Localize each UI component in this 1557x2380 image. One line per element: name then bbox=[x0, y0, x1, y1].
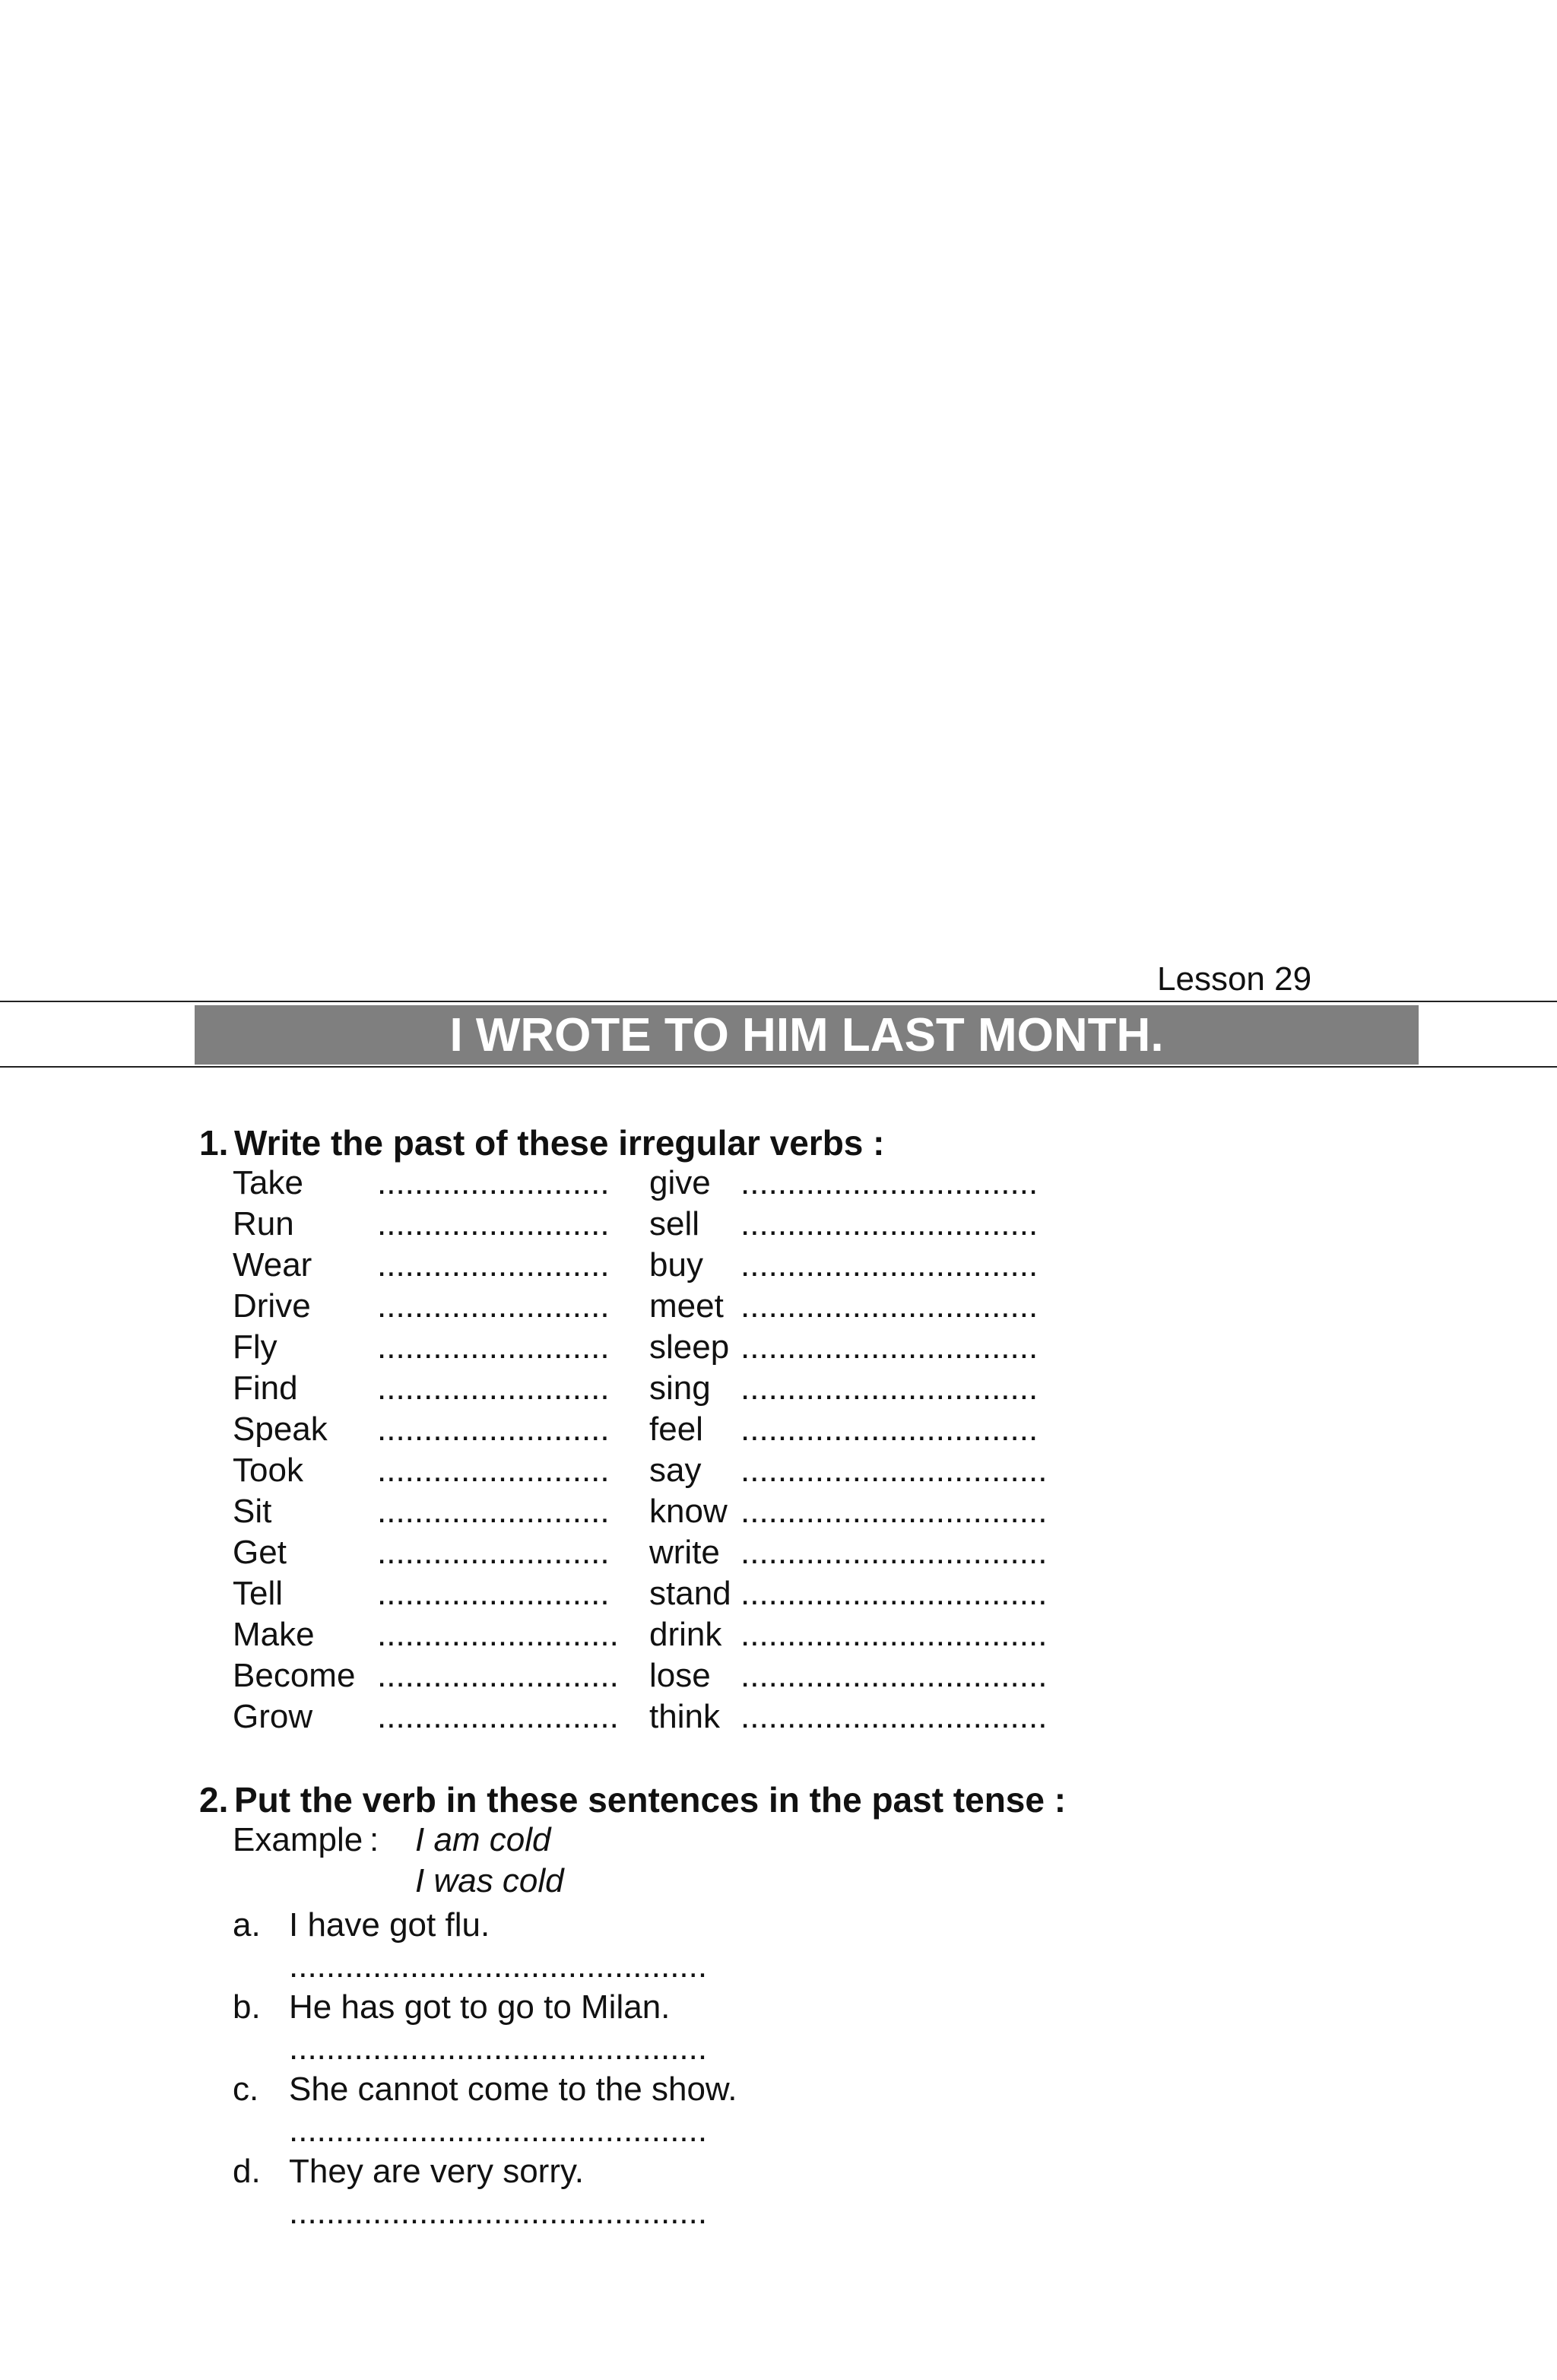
answer-blank-left[interactable]: ......................... bbox=[377, 1164, 610, 1201]
exercise-1-instruction: Write the past of these irregular verbs : bbox=[234, 1123, 885, 1163]
sentence-text: She cannot come to the show. bbox=[289, 2071, 737, 2108]
answer-blank-right[interactable]: ................................. bbox=[740, 1452, 1048, 1489]
exercise-1-number: 1. bbox=[199, 1123, 229, 1163]
sentence-letter: d. bbox=[233, 2153, 261, 2190]
answer-blank-left[interactable]: ......................... bbox=[377, 1452, 610, 1489]
verb-right: lose bbox=[649, 1657, 711, 1694]
verb-left: Took bbox=[233, 1452, 303, 1489]
answer-blank-left[interactable]: ......................... bbox=[377, 1575, 610, 1612]
verb-right: sing bbox=[649, 1369, 711, 1407]
answer-blank-right[interactable]: ................................ bbox=[740, 1328, 1039, 1366]
answer-blank-left[interactable]: ......................... bbox=[377, 1205, 610, 1242]
answer-blank[interactable]: ............................................. bbox=[289, 2029, 708, 2067]
verb-left: Make bbox=[233, 1616, 315, 1653]
example-past: I was cold bbox=[415, 1862, 564, 1899]
exercise-1-heading bbox=[199, 1123, 885, 1163]
sentence-letter: c. bbox=[233, 2071, 259, 2108]
answer-blank-left[interactable]: ......................... bbox=[377, 1369, 610, 1407]
answer-blank-left[interactable]: .......................... bbox=[377, 1698, 619, 1735]
verb-right: buy bbox=[649, 1246, 703, 1284]
verb-left: Take bbox=[233, 1164, 303, 1201]
verb-right: think bbox=[649, 1698, 720, 1735]
verb-right: stand bbox=[649, 1575, 731, 1612]
answer-blank-right[interactable]: ................................ bbox=[740, 1246, 1039, 1284]
answer-blank-left[interactable]: ......................... bbox=[377, 1246, 610, 1284]
verb-right: meet bbox=[649, 1287, 724, 1325]
exercise-2-instruction: Put the verb in these sentences in the past tense : bbox=[234, 1780, 1067, 1820]
answer-blank-left[interactable]: ......................... bbox=[377, 1287, 610, 1325]
lesson-number: Lesson 29 bbox=[1157, 960, 1312, 998]
example-colon: : bbox=[369, 1821, 379, 1858]
header-bottom-rule bbox=[0, 1066, 1557, 1068]
answer-blank-right[interactable]: ................................. bbox=[740, 1575, 1048, 1612]
verb-right: sleep bbox=[649, 1328, 730, 1366]
sentence-text: He has got to go to Milan. bbox=[289, 1988, 671, 2026]
sentence-text: I have got flu. bbox=[289, 1906, 490, 1944]
answer-blank-right[interactable]: ................................. bbox=[740, 1698, 1048, 1735]
exercise-2-heading bbox=[199, 1780, 1067, 1820]
example-label: Example bbox=[233, 1821, 363, 1858]
answer-blank-left[interactable]: .......................... bbox=[377, 1616, 619, 1653]
verb-left: Become bbox=[233, 1657, 356, 1694]
answer-blank-right[interactable]: ................................ bbox=[740, 1287, 1039, 1325]
verb-left: Fly bbox=[233, 1328, 277, 1366]
answer-blank-left[interactable]: ......................... bbox=[377, 1534, 610, 1571]
answer-blank-right[interactable]: ................................ bbox=[740, 1164, 1039, 1201]
answer-blank-left[interactable]: .......................... bbox=[377, 1657, 619, 1694]
header-top-rule bbox=[0, 1001, 1557, 1002]
answer-blank-left[interactable]: ......................... bbox=[377, 1493, 610, 1530]
example-present: I am cold bbox=[415, 1821, 551, 1858]
answer-blank[interactable]: ............................................. bbox=[289, 2112, 708, 2149]
answer-blank[interactable]: ............................................. bbox=[289, 2194, 708, 2231]
answer-blank-right[interactable]: ................................ bbox=[740, 1369, 1039, 1407]
answer-blank-left[interactable]: ......................... bbox=[377, 1411, 610, 1448]
answer-blank-left[interactable]: ......................... bbox=[377, 1328, 610, 1366]
verb-right: know bbox=[649, 1493, 728, 1530]
lesson-title-bar bbox=[195, 1005, 1419, 1065]
answer-blank-right[interactable]: ................................. bbox=[740, 1657, 1048, 1694]
verb-right: give bbox=[649, 1164, 711, 1201]
verb-left: Drive bbox=[233, 1287, 311, 1325]
verb-left: Sit bbox=[233, 1493, 272, 1530]
verb-right: feel bbox=[649, 1411, 703, 1448]
sentence-letter: b. bbox=[233, 1988, 261, 2026]
sentence-text: They are very sorry. bbox=[289, 2153, 584, 2190]
exercise-2-number: 2. bbox=[199, 1780, 229, 1820]
verb-right: sell bbox=[649, 1205, 700, 1242]
verb-left: Find bbox=[233, 1369, 298, 1407]
lesson-title: I WROTE TO HIM LAST MONTH. bbox=[449, 1008, 1164, 1061]
verb-left: Grow bbox=[233, 1698, 313, 1735]
answer-blank-right[interactable]: ................................. bbox=[740, 1616, 1048, 1653]
answer-blank-right[interactable]: ................................ bbox=[740, 1205, 1039, 1242]
answer-blank[interactable]: ............................................. bbox=[289, 1947, 708, 1985]
verb-right: say bbox=[649, 1452, 702, 1489]
verb-left: Speak bbox=[233, 1411, 328, 1448]
answer-blank-right[interactable]: ................................. bbox=[740, 1493, 1048, 1530]
verb-left: Get bbox=[233, 1534, 287, 1571]
verb-right: write bbox=[649, 1534, 720, 1571]
answer-blank-right[interactable]: ................................. bbox=[740, 1534, 1048, 1571]
verb-left: Tell bbox=[233, 1575, 284, 1612]
verb-left: Run bbox=[233, 1205, 294, 1242]
sentence-letter: a. bbox=[233, 1906, 261, 1944]
verb-right: drink bbox=[649, 1616, 722, 1653]
answer-blank-right[interactable]: ................................ bbox=[740, 1411, 1039, 1448]
verb-left: Wear bbox=[233, 1246, 312, 1284]
